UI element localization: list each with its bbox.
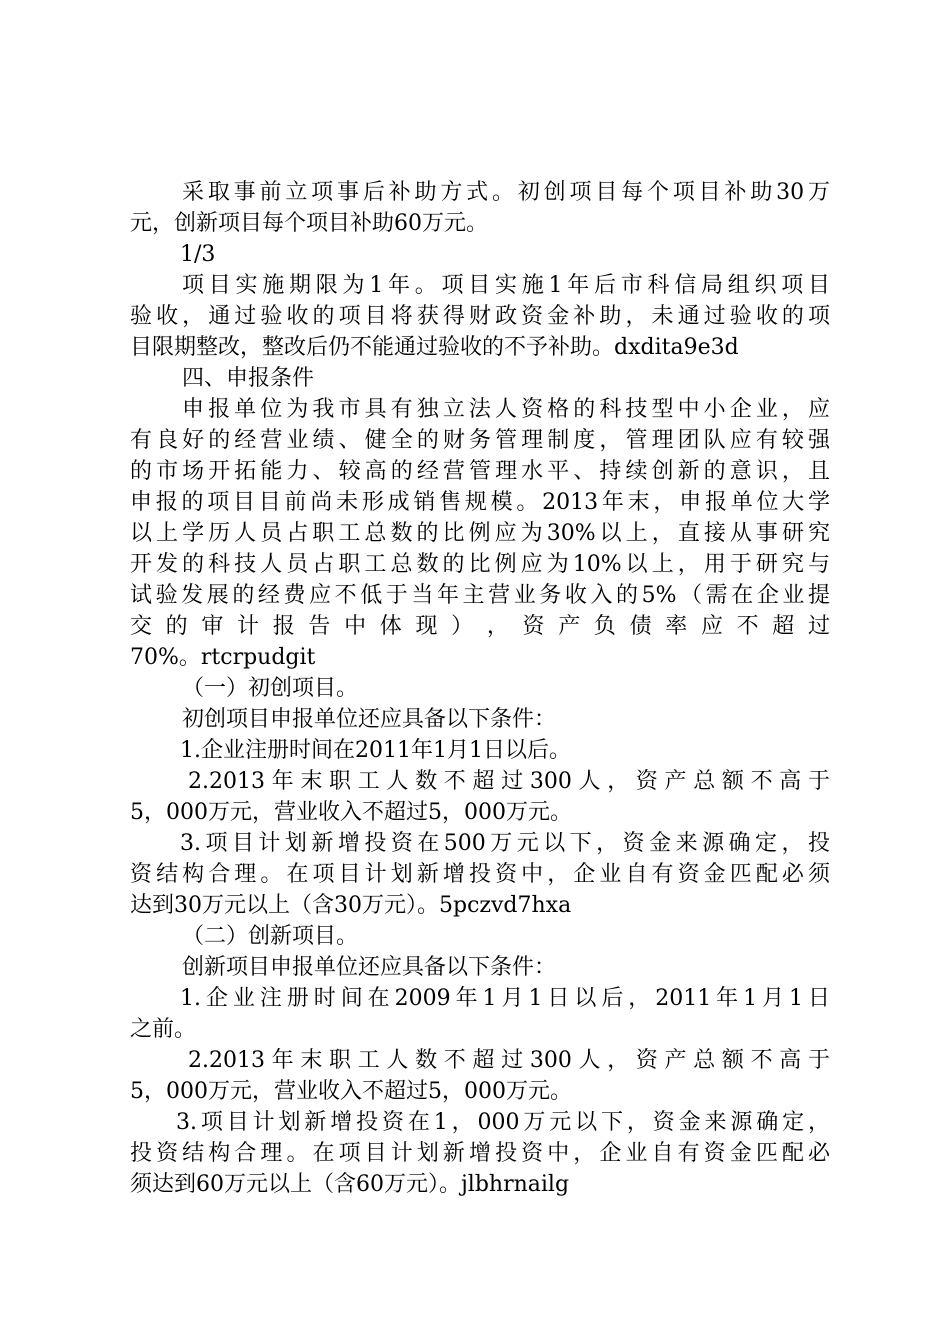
list-item: 3.项目计划新增投资在1，000万元以下，资金来源确定， <box>176 1110 830 1135</box>
paragraph-line: 采取事前立项事后补助方式。初创项目每个项目补助30万 <box>182 180 830 205</box>
paragraph-line: 须达到60万元以上（含60万元）。jlbhrnailg <box>130 1172 570 1197</box>
paragraph-line: 申报单位为我市具有独立法人资格的科技型中小企业，应 <box>182 397 830 422</box>
paragraph-line: 资结构合理。在项目计划新增投资中，企业自有资金匹配必须 <box>130 862 830 887</box>
page-number: 1/3 <box>180 242 216 267</box>
paragraph-line: 试验发展的经费应不低于当年主营业务收入的5%（需在企业提 <box>130 583 830 608</box>
paragraph-line: 创新项目申报单位还应具备以下条件： <box>182 955 557 980</box>
paragraph-line: 5，000万元，营业收入不超过5，000万元。 <box>130 800 572 825</box>
paragraph-line: 5，000万元，营业收入不超过5，000万元。 <box>130 1079 572 1104</box>
paragraph-line: 目限期整改，整改后仍不能通过验收的不予补助。dxdita9e3d <box>130 335 739 360</box>
paragraph-line: 70%。rtcrpudgit <box>130 645 316 670</box>
paragraph-line: 有良好的经营业绩、健全的财务管理制度，管理团队应有较强 <box>130 428 830 453</box>
paragraph-line: 之前。 <box>130 1017 197 1042</box>
paragraph-line: 元，创新项目每个项目补助60万元。 <box>130 211 488 236</box>
paragraph-line: 投资结构合理。在项目计划新增投资中，企业自有资金匹配必 <box>130 1141 830 1166</box>
section-heading: 四、申报条件 <box>182 366 315 391</box>
paragraph-line: 达到30万元以上（含30万元）。5pczvd7hxa <box>130 893 572 918</box>
subsection-heading: （一）初创项目。 <box>182 676 359 701</box>
list-item: 2.2013年末职工人数不超过300人，资产总额不高于 <box>188 1048 830 1073</box>
list-item: 2.2013年末职工人数不超过300人，资产总额不高于 <box>188 769 830 794</box>
list-item: 1.企业注册时间在2009年1月1日以后，2011年1月1日 <box>180 986 830 1011</box>
paragraph-line: 交 的 审 计 报 告 中 体 现 ） ， 资 产 负 债 率 应 不 超 过 <box>130 614 830 639</box>
paragraph-line: 初创项目申报单位还应具备以下条件： <box>182 707 557 732</box>
paragraph-line: 申报的项目目前尚未形成销售规模。2013年末，申报单位大学 <box>130 490 830 515</box>
paragraph-line: 开发的科技人员占职工总数的比例应为10%以上，用于研究与 <box>130 552 830 577</box>
paragraph-line: 的市场开拓能力、较高的经营管理水平、持续创新的意识，且 <box>130 459 830 484</box>
paragraph-line: 验收，通过验收的项目将获得财政资金补助，未通过验收的项 <box>130 304 830 329</box>
subsection-heading: （二）创新项目。 <box>182 924 359 949</box>
list-item: 3.项目计划新增投资在500万元以下，资金来源确定，投 <box>180 831 830 856</box>
paragraph-line: 项目实施期限为1年。项目实施1年后市科信局组织项目 <box>182 273 830 298</box>
list-item: 1.企业注册时间在2011年1月1日以后。 <box>180 738 571 763</box>
paragraph-line: 以上学历人员占职工总数的比例应为30%以上，直接从事研究 <box>130 521 830 546</box>
